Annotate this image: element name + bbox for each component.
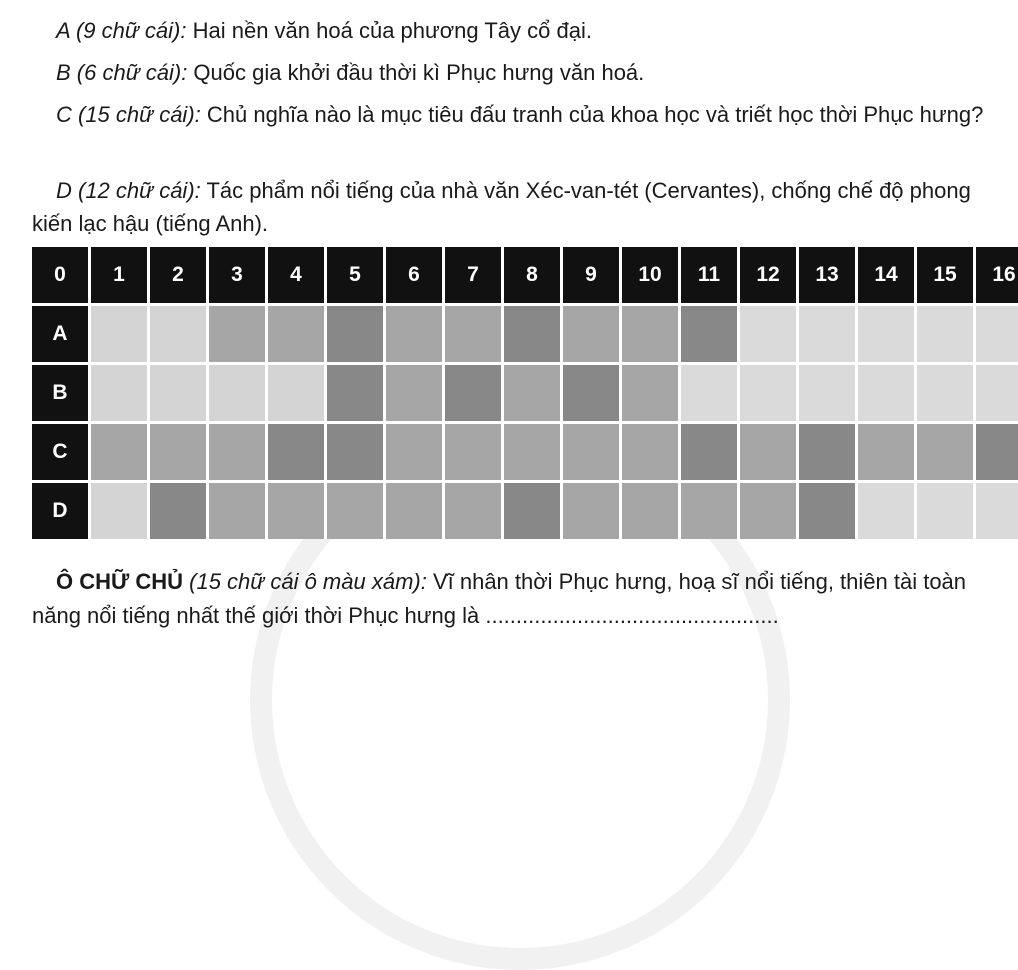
letter-cell[interactable] <box>622 365 678 421</box>
letter-cell[interactable] <box>504 424 560 480</box>
letter-cell[interactable] <box>563 424 619 480</box>
letter-cell[interactable] <box>268 483 324 539</box>
letter-cell[interactable] <box>386 306 442 362</box>
letter-cell[interactable] <box>917 424 973 480</box>
letter-cell[interactable] <box>504 483 560 539</box>
letter-cell[interactable] <box>917 483 973 539</box>
column-header: 15 <box>917 247 973 303</box>
column-header: 16 <box>976 247 1018 303</box>
crossword-grid <box>32 247 1018 539</box>
letter-cell[interactable] <box>563 365 619 421</box>
letter-cell[interactable] <box>681 483 737 539</box>
letter-cell[interactable] <box>150 365 206 421</box>
row-label: B <box>32 365 88 421</box>
column-header: 4 <box>268 247 324 303</box>
letter-cell[interactable] <box>268 306 324 362</box>
letter-cell[interactable] <box>917 306 973 362</box>
letter-cell[interactable] <box>799 424 855 480</box>
column-header: 3 <box>209 247 265 303</box>
column-header: 11 <box>681 247 737 303</box>
letter-cell[interactable] <box>622 424 678 480</box>
column-header: 8 <box>504 247 560 303</box>
letter-cell[interactable] <box>740 306 796 362</box>
letter-cell[interactable] <box>445 306 501 362</box>
letter-cell[interactable] <box>504 306 560 362</box>
letter-cell[interactable] <box>681 365 737 421</box>
answer-blank[interactable]: ................................................ <box>485 603 779 628</box>
letter-cell[interactable] <box>976 365 1018 421</box>
column-header: 9 <box>563 247 619 303</box>
letter-cell[interactable] <box>858 483 914 539</box>
column-header: 0 <box>32 247 88 303</box>
letter-cell[interactable] <box>327 424 383 480</box>
letter-cell[interactable] <box>209 365 265 421</box>
row-label: D <box>32 483 88 539</box>
letter-cell[interactable] <box>445 424 501 480</box>
column-header: 1 <box>91 247 147 303</box>
letter-cell[interactable] <box>740 424 796 480</box>
column-header: 7 <box>445 247 501 303</box>
letter-cell[interactable] <box>858 424 914 480</box>
letter-cell[interactable] <box>209 483 265 539</box>
letter-cell[interactable] <box>681 424 737 480</box>
letter-cell[interactable] <box>91 424 147 480</box>
letter-cell[interactable] <box>563 306 619 362</box>
letter-cell[interactable] <box>799 306 855 362</box>
letter-cell[interactable] <box>386 483 442 539</box>
letter-cell[interactable] <box>858 306 914 362</box>
column-header: 6 <box>386 247 442 303</box>
letter-cell[interactable] <box>445 483 501 539</box>
letter-cell[interactable] <box>976 483 1018 539</box>
key-word-clue: Ô CHỮ CHỦ (15 chữ cái ô màu xám): Vĩ nhân thời Phục hưng, hoạ sĩ nổi tiếng, thiên tài toàn năng nổi tiếng nhất thế giới thời Phục hưng là ................................................ <box>32 569 967 628</box>
letter-cell[interactable] <box>327 365 383 421</box>
letter-cell[interactable] <box>209 424 265 480</box>
clue-d: D (12 chữ cái): Tác phẩm nổi tiếng của nhà văn Xéc-van-tét (Cervantes), chống chế độ phong kiến lạc hậu (tiếng Anh). <box>32 178 971 236</box>
letter-cell[interactable] <box>150 424 206 480</box>
letter-cell[interactable] <box>150 306 206 362</box>
row-label: A <box>32 306 88 362</box>
letter-cell[interactable] <box>740 483 796 539</box>
letter-cell[interactable] <box>268 365 324 421</box>
column-header: 10 <box>622 247 678 303</box>
letter-cell[interactable] <box>91 306 147 362</box>
letter-cell[interactable] <box>622 483 678 539</box>
clue-b: B (6 chữ cái): Quốc gia khởi đầu thời kì Phục hưng văn hoá. <box>56 60 645 85</box>
letter-cell[interactable] <box>386 424 442 480</box>
letter-cell[interactable] <box>386 365 442 421</box>
letter-cell[interactable] <box>150 483 206 539</box>
letter-cell[interactable] <box>91 483 147 539</box>
letter-cell[interactable] <box>563 483 619 539</box>
column-header: 13 <box>799 247 855 303</box>
clue-c: C (15 chữ cái): Chủ nghĩa nào là mục tiêu đấu tranh của khoa học và triết học thời Phục hưng? <box>56 102 984 127</box>
column-header: 2 <box>150 247 206 303</box>
letter-cell[interactable] <box>799 365 855 421</box>
letter-cell[interactable] <box>740 365 796 421</box>
column-header: 14 <box>858 247 914 303</box>
letter-cell[interactable] <box>681 306 737 362</box>
letter-cell[interactable] <box>445 365 501 421</box>
letter-cell[interactable] <box>799 483 855 539</box>
letter-cell[interactable] <box>268 424 324 480</box>
letter-cell[interactable] <box>622 306 678 362</box>
letter-cell[interactable] <box>327 306 383 362</box>
letter-cell[interactable] <box>858 365 914 421</box>
column-header: 12 <box>740 247 796 303</box>
column-header: 5 <box>327 247 383 303</box>
letter-cell[interactable] <box>504 365 560 421</box>
letter-cell[interactable] <box>327 483 383 539</box>
row-label: C <box>32 424 88 480</box>
letter-cell[interactable] <box>209 306 265 362</box>
letter-cell[interactable] <box>976 424 1018 480</box>
clue-a: A (9 chữ cái): Hai nền văn hoá của phương Tây cổ đại. <box>56 18 592 43</box>
letter-cell[interactable] <box>976 306 1018 362</box>
letter-cell[interactable] <box>91 365 147 421</box>
letter-cell[interactable] <box>917 365 973 421</box>
